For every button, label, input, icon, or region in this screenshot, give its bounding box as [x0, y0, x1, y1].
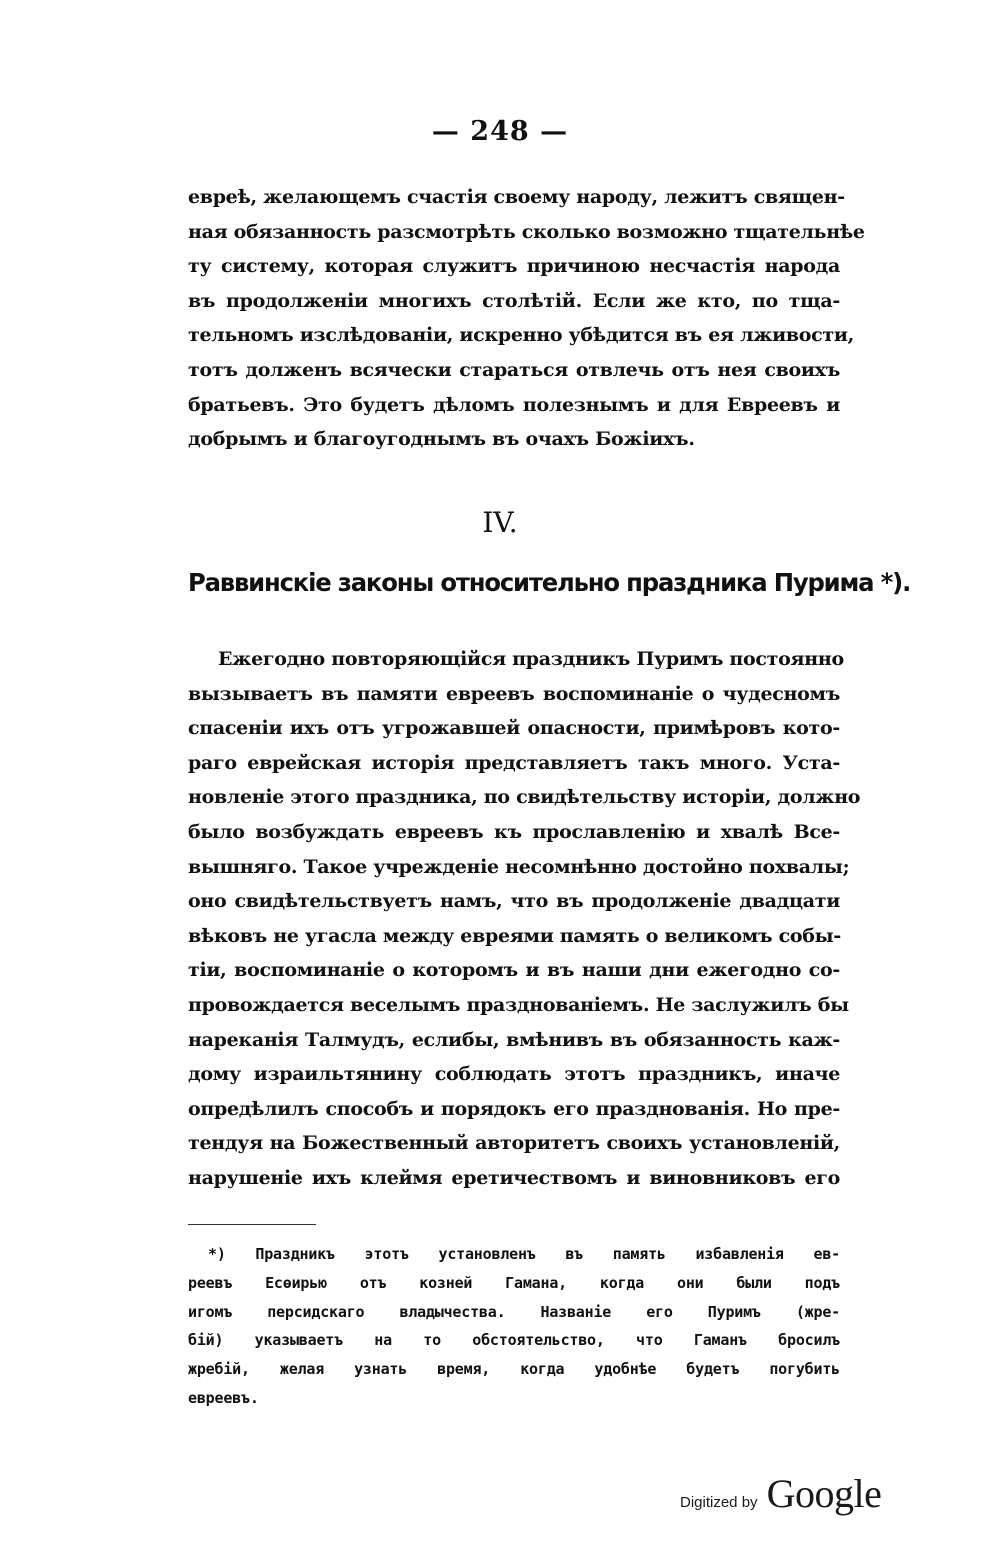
paragraph-purim: [188, 642, 861, 1196]
text-line: Ежегодно повторяющійся праздникъ Пуримъ постоянно: [218, 648, 844, 670]
text-line: опредѣлилъ способъ и порядокъ его празднованія. Но пре-: [188, 1097, 840, 1120]
text-line: братьевъ. Это будетъ дѣломъ полезнымъ и для Евреевъ и: [188, 393, 840, 416]
google-logo: Google: [766, 1471, 882, 1516]
text-line: спасеніи ихъ отъ угрожавшей опасности, примѣровъ кото-: [188, 717, 840, 740]
text-line: нарушеніе ихъ клеймя еретичествомъ и виновниковъ его: [188, 1166, 840, 1189]
text-line: вѣковъ не угасла между евреями память о великомъ собы-: [188, 924, 841, 947]
footnote-line: жребій, желая узнать время, когда удобнѣе будетъ погубить: [188, 1360, 840, 1379]
text-line: вызываетъ въ памяти евреевъ воспоминаніе о чудесномъ: [188, 682, 840, 705]
section-number: IV.: [482, 506, 518, 539]
footnote-line: игомъ персидскаго владычества. Названіе его Пуримъ (жре-: [188, 1302, 840, 1321]
text-line: въ продолженіи многихъ столѣтій. Если же кто, по тща-: [188, 289, 840, 312]
digitized-by-label: Digitized by: [680, 1494, 758, 1511]
paragraph-continuation: [188, 180, 865, 457]
footnote-divider: [188, 1224, 316, 1225]
text-line: новленіе этого праздника, по свидѣтельству исторіи, должно: [188, 786, 861, 809]
page-number: — 248 —: [431, 116, 569, 147]
text-line: добрымъ и благоугоднымъ въ очахъ Божіихъ.: [188, 428, 695, 451]
footnote-line: реевъ Есѳирью отъ козней Гамана, когда они были подъ: [188, 1273, 840, 1292]
text-line: тіи, воспоминаніе о которомъ и въ наши дни ежегодно со-: [188, 959, 840, 982]
text-line: нареканія Талмудъ, еслибы, вмѣнивъ въ обязанность каж-: [188, 1028, 840, 1051]
text-line: оно свидѣтельствуетъ намъ, что въ продолженіе двадцати: [188, 890, 840, 913]
text-line: раго еврейская исторія представляетъ такъ много. Уста-: [188, 751, 840, 774]
text-line: тендуя на Божественный авторитетъ своихъ установленій,: [188, 1132, 840, 1155]
text-line: ту систему, которая служитъ причиною несчастія народа: [188, 255, 840, 278]
text-line: евреѣ, желающемъ счастія своему народу, лежитъ священ-: [188, 186, 845, 208]
text-line: провождается веселымъ празднованіемъ. Не заслужилъ бы: [188, 993, 849, 1016]
text-line: дому израильтянину соблюдать этотъ праздникъ, иначе: [188, 1063, 840, 1086]
digitized-by-watermark: [680, 1470, 881, 1517]
footnote: [188, 1240, 840, 1413]
footnote-line: *) Праздникъ этотъ установленъ въ память избавленія ев-: [208, 1245, 840, 1263]
text-line: тотъ долженъ всячески стараться отвлечь отъ нея своихъ: [188, 358, 840, 381]
text-line: тельномъ изслѣдованіи, искренно убѣдится въ ея лживости,: [188, 324, 854, 347]
section-heading: Раввинскіе законы относительно праздника Пурима *).: [188, 568, 911, 597]
text-line: было возбуждать евреевъ къ прославленію и хвалѣ Все-: [188, 820, 840, 843]
text-line: ная обязанность разсмотрѣть сколько возможно тщательнѣе: [188, 220, 865, 243]
footnote-line: бій) указываетъ на то обстоятельство, что Гаманъ бросилъ: [188, 1331, 840, 1350]
footnote-line: евреевъ.: [188, 1388, 259, 1407]
text-line: вышняго. Такое учрежденіе несомнѣнно достойно похвалы;: [188, 855, 850, 878]
